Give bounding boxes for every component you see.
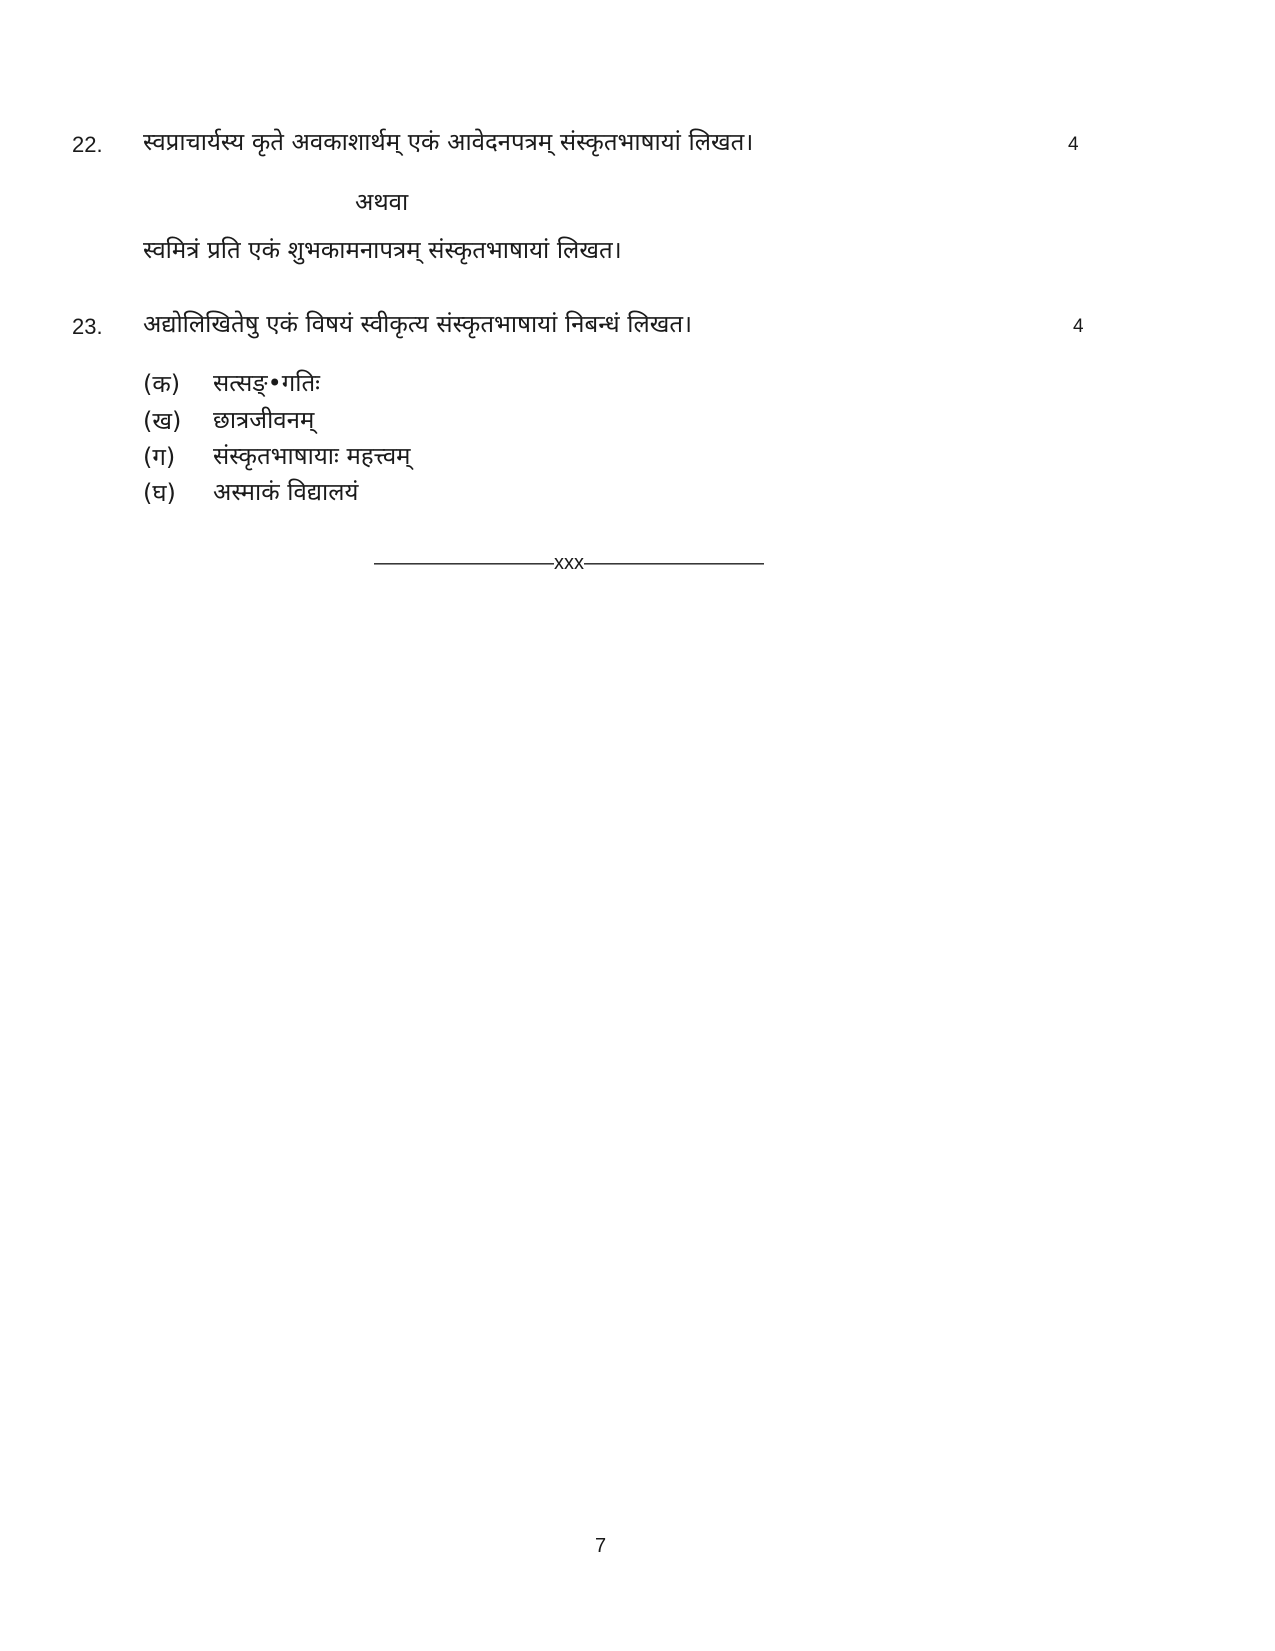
- question-23-marks: 4: [1073, 316, 1084, 337]
- question-22-alternative-text: स्वमित्रं प्रति एकं शुभकामनापत्रम् संस्कृतभाषायां लिखत।: [143, 236, 622, 264]
- option-text: छात्रजीवनम्: [213, 406, 315, 434]
- option-label: (ग): [143, 443, 176, 471]
- option-label: (घ): [143, 479, 176, 507]
- end-of-paper-marker: —————————xxx—————————: [374, 552, 764, 574]
- question-22-marks: 4: [1068, 134, 1079, 155]
- question-22-text: स्वप्राचार्यस्य कृते अवकाशार्थम् एकं आवेदनपत्रम् संस्कृतभाषायां लिखत।: [143, 128, 754, 156]
- option-label: (क): [143, 370, 181, 398]
- question-22-number: 22.: [72, 132, 103, 157]
- question-22-or-label: अथवा: [355, 188, 409, 216]
- option-label: (ख): [143, 407, 182, 435]
- option-text: अस्माकं विद्यालयं: [213, 478, 359, 506]
- question-23-text: अद्योलिखितेषु एकं विषयं स्वीकृत्य संस्कृतभाषायां निबन्धं लिखत।: [143, 310, 693, 338]
- option-text: सत्सङ्•गतिः: [213, 369, 321, 397]
- option-text: संस्कृतभाषायाः महत्त्वम्: [213, 442, 411, 470]
- question-23-number: 23.: [72, 314, 103, 339]
- page-number: 7: [595, 1535, 607, 1557]
